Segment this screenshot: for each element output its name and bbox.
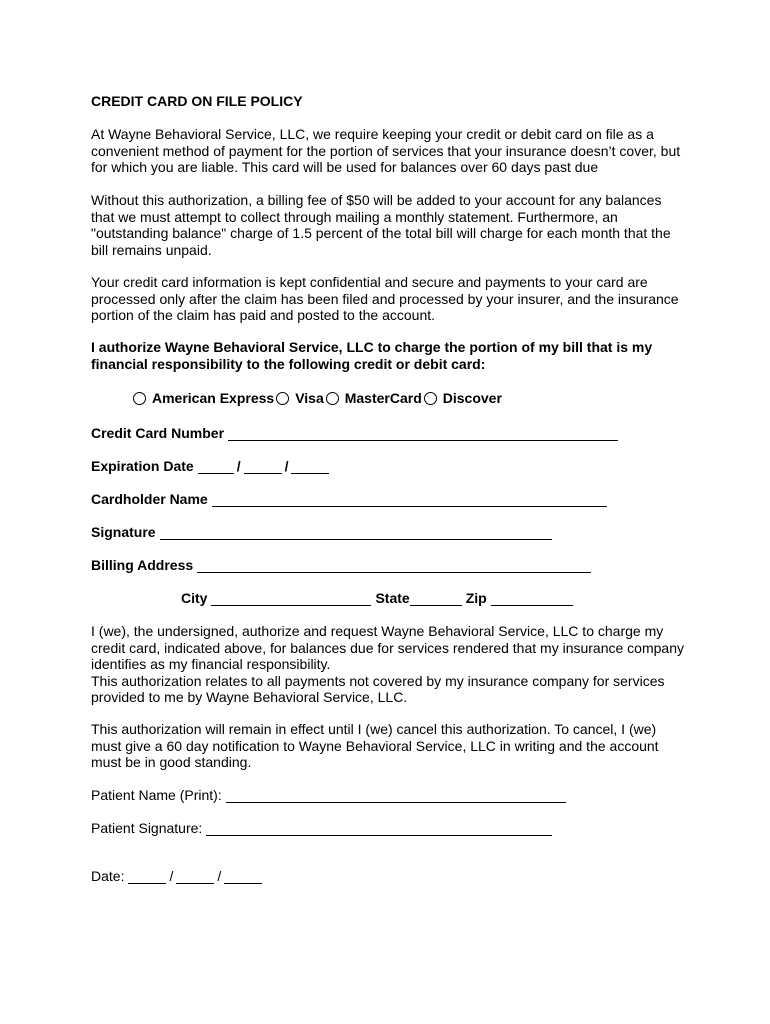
patient-name-row — [91, 787, 566, 803]
zip-label: Zip — [465, 590, 487, 606]
text-line: provided to me by Wayne Behavioral Service, LLC. — [91, 689, 408, 705]
radio-circle-icon[interactable] — [326, 392, 339, 405]
city-label: City — [181, 590, 208, 606]
card-option-label: MasterCard — [344, 390, 422, 406]
text-line: that we must attempt to collect through mailing a monthly statement. Furthermore, an — [91, 208, 618, 225]
patient-signature-field[interactable] — [206, 821, 552, 836]
date-separator: / — [217, 868, 222, 884]
page-title: CREDIT CARD ON FILE POLICY — [91, 93, 303, 109]
text-line: must be in good standing. — [91, 754, 252, 770]
cardholder-label: Cardholder Name — [91, 491, 208, 507]
cancellation-paragraph — [91, 721, 691, 771]
text-line: must give a 60 day notification to Wayne Behavioral Service, LLC in writing and the account — [91, 737, 659, 754]
expiration-year-field[interactable] — [291, 459, 329, 474]
date-day-field[interactable] — [176, 869, 214, 884]
text-line: Your credit card information is kept confidential and secure and payments to your card are — [91, 274, 648, 290]
authorization-paragraph — [91, 623, 691, 706]
expiration-row — [91, 458, 329, 474]
billing-fee-paragraph — [91, 192, 691, 258]
patient-signature-label: Patient Signature: — [91, 820, 203, 836]
date-year-field[interactable] — [224, 869, 262, 884]
text-line: credit card, indicated above, for balances due for services rendered that my insurance company — [91, 639, 684, 656]
card-option-discover[interactable] — [424, 390, 502, 406]
text-line: financial responsibility to the following credit or debit card: — [91, 355, 486, 372]
signature-field[interactable] — [160, 525, 552, 540]
billing-address-row — [91, 557, 591, 573]
text-line: I authorize Wayne Behavioral Service, LLC to charge the portion of my bill that is my — [91, 339, 653, 355]
text-line: convenient method of payment for the portion of services that your insurance doesn’t cover, but — [91, 142, 681, 159]
confidential-paragraph — [91, 274, 691, 324]
zip-field[interactable] — [491, 591, 573, 606]
billing-address-field[interactable] — [197, 558, 591, 573]
city-state-zip-row — [181, 590, 573, 606]
card-number-field[interactable] — [228, 426, 618, 441]
intro-paragraph — [91, 126, 691, 176]
signature-label: Signature — [91, 524, 156, 540]
text-line: I (we), the undersigned, authorize and request Wayne Behavioral Service, LLC to charge my — [91, 623, 664, 639]
date-separator: / — [236, 458, 241, 474]
billing-address-label: Billing Address — [91, 557, 194, 573]
date-label: Date: — [91, 868, 125, 884]
radio-circle-icon[interactable] — [133, 392, 146, 405]
state-label: State — [375, 590, 410, 606]
text-line: portion of the claim has paid and posted to the account. — [91, 307, 436, 323]
text-line: for which you are liable. This card will be used for balances over 60 days past due — [91, 159, 599, 175]
text-line: identifies as my financial responsibility. — [91, 656, 331, 672]
date-row — [91, 868, 262, 884]
cardholder-row — [91, 491, 607, 507]
patient-name-label: Patient Name (Print): — [91, 787, 222, 803]
date-month-field[interactable] — [128, 869, 166, 884]
card-number-label: Credit Card Number — [91, 425, 225, 441]
card-option-label: Visa — [295, 390, 324, 406]
city-field[interactable] — [211, 591, 371, 606]
card-option-visa[interactable] — [276, 390, 324, 406]
card-option-american-express[interactable] — [133, 390, 274, 406]
signature-row — [91, 524, 552, 540]
card-number-row — [91, 425, 618, 441]
patient-signature-row — [91, 820, 552, 836]
expiration-day-field[interactable] — [244, 459, 282, 474]
text-line: This authorization will remain in effect until I (we) cancel this authorization. To cancel, I (we) — [91, 721, 657, 737]
expiration-month-field[interactable] — [198, 459, 234, 474]
text-line: processed only after the claim has been filed and processed by your insurer, and the insurance — [91, 290, 679, 307]
text-line: At Wayne Behavioral Service, LLC, we require keeping your credit or debit card on file as a — [91, 126, 654, 142]
text-line: This authorization relates to all payments not covered by my insurance company for services — [91, 672, 665, 689]
expiration-label: Expiration Date — [91, 458, 194, 474]
cardholder-field[interactable] — [212, 492, 607, 507]
text-line: Without this authorization, a billing fee of $50 will be added to your account for any balances — [91, 192, 662, 208]
card-type-options — [133, 390, 502, 406]
patient-name-field[interactable] — [226, 788, 566, 803]
text-line: bill remains unpaid. — [91, 241, 212, 258]
date-separator: / — [284, 458, 289, 474]
text-line: "outstanding balance" charge of 1.5 percent of the total bill will charge for each month that the — [91, 225, 671, 241]
card-option-label: American Express — [152, 390, 275, 406]
card-option-label: Discover — [442, 390, 502, 406]
radio-circle-icon[interactable] — [276, 392, 289, 405]
date-separator: / — [169, 868, 174, 884]
state-field[interactable] — [410, 591, 462, 606]
radio-circle-icon[interactable] — [424, 392, 437, 405]
authorization-statement — [91, 339, 691, 372]
card-option-mastercard[interactable] — [326, 390, 422, 406]
